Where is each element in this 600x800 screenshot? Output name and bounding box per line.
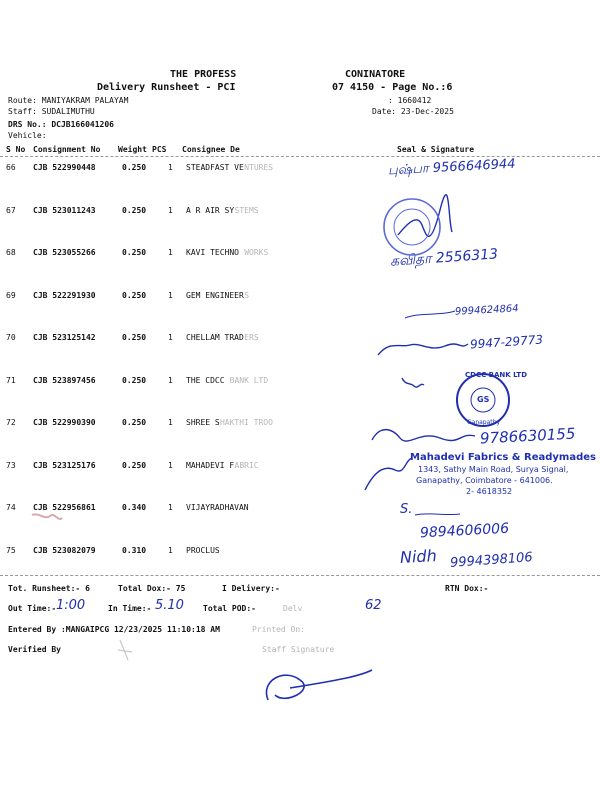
col-consignment: Consignment No	[33, 145, 101, 154]
cell-weight: 0.250	[122, 333, 147, 342]
sign-s-row-74: S.	[400, 502, 413, 517]
cell-pcs: 1	[168, 205, 173, 215]
cell-pcs: 1	[168, 248, 173, 257]
cdcc-bank-stamp	[455, 371, 528, 428]
signature-row-68: கவிதா 2556313	[389, 246, 499, 270]
cell-consignee-faded: NTURES	[244, 163, 274, 172]
cell-consignee-faded: HAKTHI TROO	[219, 418, 273, 427]
cell-pcs: 1	[168, 290, 173, 300]
dely-label: Delv	[283, 604, 303, 613]
entered-by: Entered By :MANGAIPCG 12/23/2025 11:10:18 AM	[8, 625, 220, 634]
total-pod-label: Total POD:-	[203, 604, 256, 613]
cell-consignee: KAVI TECHNO	[186, 248, 239, 257]
signature-scribble-74	[415, 514, 460, 515]
cell-consignee: CHELLAM TRAD	[186, 333, 244, 342]
cell-weight: 0.310	[122, 545, 147, 555]
col-seal-signature: Seal & Signature	[397, 145, 475, 154]
drs-number: DRS No.: DCJB166041206	[8, 120, 114, 129]
i-delivery: I Delivery:-	[222, 584, 280, 593]
verified-faded-mark	[118, 640, 132, 660]
cell-pcs: 1	[168, 375, 173, 385]
cell-consignment: CJB 523125142	[33, 333, 96, 342]
stamp-line-4: 2- 4618352	[466, 487, 513, 496]
cell-consignee-faded: STEMS	[234, 205, 259, 215]
signature-scribble-70	[378, 344, 468, 355]
route-label: Route: MANIYAKRAM PALAYAM	[8, 96, 129, 105]
cell-consignment: CJB 522990390	[33, 418, 96, 427]
cell-sno: 70	[6, 333, 16, 342]
cell-sno: 66	[6, 163, 16, 172]
cell-consignee: SHREE S	[186, 418, 220, 427]
footer-divider	[0, 575, 600, 576]
signature-scribble-71	[402, 378, 424, 387]
total-dox: Total Dox:- 75	[118, 584, 186, 593]
page-number: 07 4150 - Page No.:6	[332, 82, 453, 93]
cell-consignee: VIJAYRADHAVAN	[186, 503, 249, 512]
cell-weight: 0.250	[122, 163, 147, 172]
cell-consignee-faded: S	[244, 290, 250, 300]
cell-consignment: CJB 522990448	[33, 163, 96, 172]
phone-row-74: 9894606006	[419, 520, 510, 542]
round-stamp-67-icon	[380, 195, 460, 275]
signature-scribble-73	[365, 458, 412, 490]
dely-value: 62	[365, 598, 382, 613]
staff-label: Staff: SUDALIMUTHU	[8, 107, 95, 116]
cell-weight: 0.250	[122, 205, 147, 215]
cell-pcs: 1	[168, 418, 173, 427]
cell-consignment: CJB 523897456	[33, 375, 96, 385]
in-time-value: 5.10	[155, 598, 184, 613]
cell-consignee: A R AIR SY	[186, 205, 235, 215]
title-left: THE PROFESS	[170, 69, 237, 80]
cell-consignee: PROCLUS	[186, 545, 220, 555]
tot-runsheet: Tot. Runsheet:- 6	[8, 584, 90, 593]
cell-weight: 0.250	[122, 460, 147, 470]
cell-consignee: GEM ENGINEER	[186, 290, 244, 300]
date-right: Date: 23-Dec-2025	[372, 107, 454, 116]
cell-sno: 68	[6, 248, 16, 257]
cell-sno: 69	[6, 290, 16, 300]
phone-row-70: 9947-29773	[469, 332, 544, 352]
stamp-bank-center: GS	[477, 395, 490, 404]
signature-scribble-69	[405, 311, 455, 318]
col-weight: Weight	[118, 145, 147, 154]
cell-pcs: 1	[168, 545, 173, 555]
phone-row-72: 9786630155	[479, 424, 576, 448]
vehicle-label: Vehicle:	[8, 131, 47, 140]
out-time-value: 1:00	[56, 598, 86, 613]
runsheet-title: Delivery Runsheet - PCI	[97, 82, 236, 93]
cell-weight: 0.250	[122, 290, 147, 300]
staff-signature-scribble	[266, 670, 372, 700]
stamp-line-2: 1343, Sathy Main Road, Surya Signal,	[418, 465, 569, 474]
cell-weight: 0.340	[122, 503, 147, 512]
cell-pcs: 1	[168, 460, 173, 470]
cell-consignee-faded: BANK LTD	[229, 375, 269, 385]
cell-consignee: THE CDCC	[186, 375, 225, 385]
phone-row-75: 9994398106	[449, 550, 534, 571]
cell-weight: 0.250	[122, 418, 147, 427]
rtn-dox: RTN Dox:-	[445, 584, 489, 593]
cell-consignee: STEADFAST VE	[186, 163, 244, 172]
cell-sno: 72	[6, 418, 16, 427]
cell-consignee-faded: WORKS	[244, 248, 269, 257]
phone-row-69: 9994624864	[454, 303, 519, 318]
sign-nidh-row-75: Nidh	[399, 546, 438, 567]
cell-consignment: CJB 523055266	[33, 248, 96, 257]
staff-signature-label: Staff Signature	[262, 645, 335, 654]
cell-sno: 74	[6, 503, 16, 512]
cell-consignment: CJB 523082079	[33, 545, 96, 555]
cell-consignment: CJB 522291930	[33, 290, 96, 300]
stamp-bank-name: CDCC BANK LTD	[465, 371, 528, 379]
in-time-label: In Time:-	[108, 604, 152, 613]
col-pcs: PCS	[152, 145, 167, 154]
cell-sno: 71	[6, 375, 16, 385]
cell-pcs: 1	[168, 503, 173, 512]
stamp-line-1: Mahadevi Fabrics & Readymades	[410, 452, 596, 463]
cell-consignment: CJB 523011243	[33, 205, 96, 215]
verified-by: Verified By	[8, 645, 61, 654]
cell-consignee-faded: ABRIC	[234, 460, 259, 470]
cell-sno: 73	[6, 460, 16, 470]
printed-on: Printed On:	[252, 625, 305, 634]
stain-mark	[32, 514, 62, 519]
cell-sno: 67	[6, 205, 16, 215]
col-consignee: Consignee De	[182, 145, 240, 154]
out-time-label: Out Time:-	[8, 604, 57, 613]
cell-consignment: CJB 523125176	[33, 460, 96, 470]
stamp-bank-place: Ganapathy	[467, 419, 500, 426]
signature-row-66: புஷ்பா 9566646944	[387, 156, 516, 179]
cell-sno: 75	[6, 545, 16, 555]
col-sno: S No	[6, 145, 26, 154]
cell-pcs: 1	[168, 163, 173, 172]
drs-right: : 1660412	[388, 96, 432, 105]
cell-consignee-faded: ERS	[244, 333, 259, 342]
cell-consignment: CJB 522956861	[33, 503, 96, 512]
cell-weight: 0.250	[122, 248, 147, 257]
cell-pcs: 1	[168, 333, 173, 342]
cell-consignee: MAHADEVI F	[186, 460, 235, 470]
signature-scribble-72	[372, 430, 475, 441]
title-right: CONINATORE	[345, 69, 406, 80]
stamp-line-3: Ganapathy, Coimbatore - 641006.	[416, 476, 553, 485]
cell-weight: 0.250	[122, 375, 147, 385]
